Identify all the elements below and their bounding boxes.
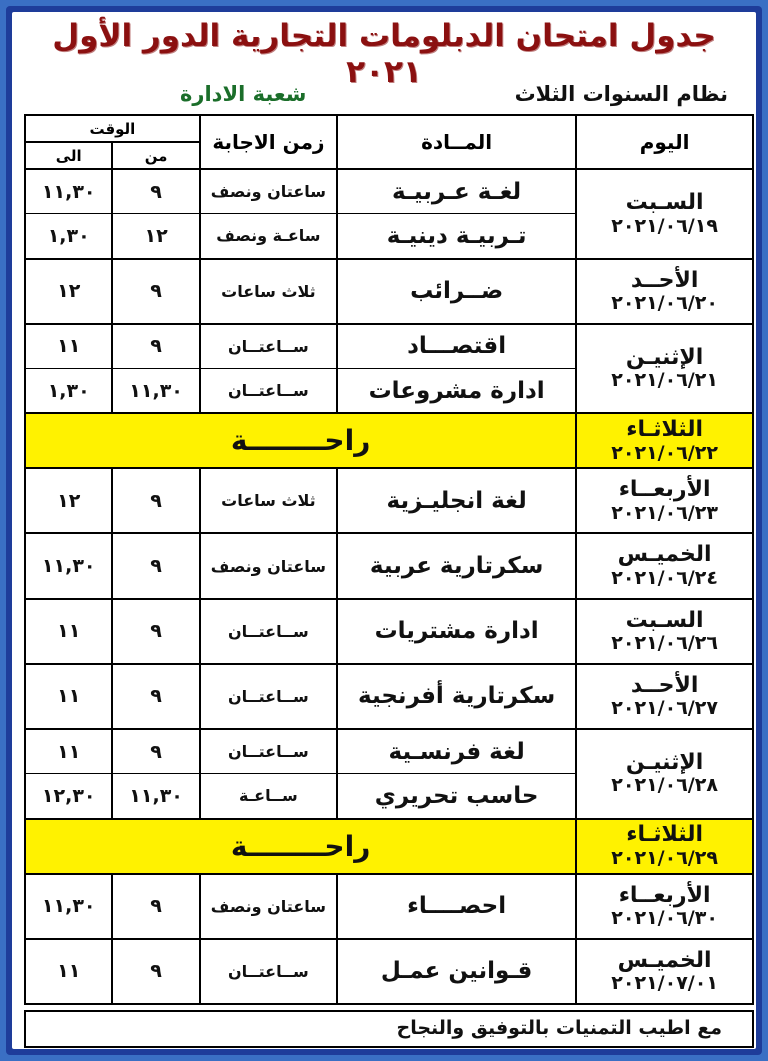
header-subject: المــادة bbox=[337, 115, 576, 169]
day-date: ٢٠٢١/٠٦/١٩ bbox=[611, 214, 718, 237]
to-cell bbox=[25, 169, 112, 214]
time-to: ١,٣٠ bbox=[47, 379, 90, 402]
duration-cell bbox=[200, 664, 337, 729]
duration-text: ســاعتــان bbox=[228, 742, 309, 762]
header-to: الى bbox=[25, 142, 112, 169]
from-cell bbox=[112, 169, 199, 214]
table-row bbox=[25, 169, 753, 214]
day-cell bbox=[576, 169, 753, 259]
day-name: الإثنيـن bbox=[625, 344, 704, 370]
duration-cell bbox=[200, 369, 337, 414]
day-cell bbox=[576, 874, 753, 939]
subject-name: لغة انجليـزية bbox=[386, 487, 527, 514]
time-to: ١١ bbox=[57, 620, 81, 643]
day-name: الأربعــاء bbox=[618, 882, 711, 908]
duration-text: ســاعتــان bbox=[228, 381, 309, 401]
duration-text: ساعتان ونصف bbox=[210, 556, 326, 576]
subject-name: تـربيـة دينيـة bbox=[386, 222, 527, 249]
table-row bbox=[25, 259, 753, 324]
table-row bbox=[25, 874, 753, 939]
to-cell bbox=[25, 259, 112, 324]
time-from: ٩ bbox=[150, 895, 162, 918]
day-date: ٢٠٢١/٠٦/٢٨ bbox=[611, 774, 718, 797]
table-row bbox=[25, 939, 753, 1004]
duration-cell bbox=[200, 533, 337, 598]
schedule-body bbox=[25, 169, 753, 1004]
from-cell bbox=[112, 324, 199, 369]
day-cell bbox=[576, 533, 753, 598]
duration-text: ســاعتــان bbox=[228, 961, 309, 981]
subject-cell bbox=[337, 599, 576, 664]
from-cell bbox=[112, 369, 199, 414]
time-from: ١١,٣٠ bbox=[129, 379, 183, 402]
header-duration: زمن الاجابة bbox=[200, 115, 337, 169]
exam-schedule-table bbox=[24, 114, 754, 1005]
from-cell bbox=[112, 939, 199, 1004]
time-to: ١١ bbox=[57, 960, 81, 983]
subject-name: ادارة مشتريات bbox=[374, 618, 539, 645]
duration-text: ثلاث ساعات bbox=[221, 491, 316, 511]
subject-name: سكرتارية أفرنجية bbox=[358, 683, 556, 710]
day-name: الأحــد bbox=[630, 267, 699, 293]
subject-cell bbox=[337, 259, 576, 324]
day-cell bbox=[576, 819, 753, 874]
time-from: ٩ bbox=[150, 620, 162, 643]
duration-cell bbox=[200, 259, 337, 324]
time-to: ١١,٣٠ bbox=[41, 180, 96, 203]
to-cell bbox=[25, 939, 112, 1004]
day-name: السـبت bbox=[625, 607, 704, 633]
time-from: ٩ bbox=[150, 960, 162, 983]
subject-cell bbox=[337, 468, 576, 533]
time-to: ١٢ bbox=[57, 280, 81, 303]
table-row bbox=[25, 468, 753, 533]
subject-name: ضــرائب bbox=[410, 278, 504, 305]
rest-cell bbox=[25, 413, 576, 468]
system-subtitle: نظام السنوات الثلاث bbox=[514, 82, 728, 106]
time-to: ١١,٣٠ bbox=[41, 895, 96, 918]
day-cell bbox=[576, 939, 753, 1004]
duration-cell bbox=[200, 214, 337, 259]
subject-name: حاسب تحريري bbox=[374, 782, 539, 809]
rest-cell bbox=[25, 819, 576, 874]
day-date: ٢٠٢١/٠٦/٢١ bbox=[611, 369, 718, 392]
time-to: ١١,٣٠ bbox=[41, 555, 96, 578]
rest-label: راحــــــــة bbox=[230, 424, 371, 458]
from-cell bbox=[112, 259, 199, 324]
time-to: ١١ bbox=[57, 335, 81, 358]
from-cell bbox=[112, 664, 199, 729]
day-date: ٢٠٢١/٠٧/٠١ bbox=[611, 972, 718, 995]
time-from: ٩ bbox=[150, 555, 162, 578]
subject-cell bbox=[337, 774, 576, 819]
duration-cell bbox=[200, 468, 337, 533]
subject-name: سكرتارية عربية bbox=[369, 553, 544, 580]
day-cell bbox=[576, 259, 753, 324]
time-from: ١٢ bbox=[144, 224, 168, 247]
day-cell bbox=[576, 729, 753, 819]
subject-name: احصــــاء bbox=[407, 893, 507, 920]
subject-cell bbox=[337, 324, 576, 369]
from-cell bbox=[112, 214, 199, 259]
day-date: ٢٠٢١/٠٦/٢٦ bbox=[611, 631, 718, 654]
day-cell bbox=[576, 468, 753, 533]
day-date: ٢٠٢١/٠٦/٢٠ bbox=[611, 291, 718, 314]
time-from: ٩ bbox=[150, 489, 162, 512]
time-from: ٩ bbox=[150, 280, 162, 303]
table-row bbox=[25, 599, 753, 664]
time-from: ٩ bbox=[150, 740, 162, 763]
footer-wishes: مع اطيب التمنيات بالتوفيق والنجاح bbox=[396, 1017, 722, 1039]
from-cell bbox=[112, 729, 199, 774]
document-title: جدول امتحان الدبلومات التجارية الدور الأول ٢٠٢١ bbox=[52, 18, 716, 90]
day-date: ٢٠٢١/٠٦/٢٣ bbox=[611, 501, 718, 524]
table-row bbox=[25, 664, 753, 729]
time-to: ١٢,٣٠ bbox=[41, 784, 96, 807]
day-name: الإثنيـن bbox=[625, 750, 704, 776]
duration-text: ساعتان ونصف bbox=[210, 182, 326, 202]
day-cell bbox=[576, 599, 753, 664]
from-cell bbox=[112, 533, 199, 598]
header-day: اليوم bbox=[576, 115, 753, 169]
table-row bbox=[25, 324, 753, 369]
day-cell bbox=[576, 413, 753, 468]
day-date: ٢٠٢١/٠٦/٣٠ bbox=[611, 906, 718, 929]
subject-name: قـوانين عمـل bbox=[380, 958, 533, 985]
subject-name: ادارة مشروعات bbox=[368, 377, 545, 404]
rest-label: راحــــــــة bbox=[230, 829, 371, 863]
subject-name: لغـة عـربيـة bbox=[392, 178, 522, 205]
footer-box bbox=[24, 1010, 754, 1048]
duration-text: ســاعـة bbox=[239, 786, 298, 806]
from-cell bbox=[112, 599, 199, 664]
duration-text: ساعتان ونصف bbox=[210, 896, 326, 916]
duration-text: ســاعتــان bbox=[228, 686, 309, 706]
day-name: الأربعــاء bbox=[618, 477, 711, 503]
from-cell bbox=[112, 874, 199, 939]
day-name: الخميـس bbox=[617, 542, 712, 568]
to-cell bbox=[25, 729, 112, 774]
from-cell bbox=[112, 774, 199, 819]
subject-cell bbox=[337, 169, 576, 214]
to-cell bbox=[25, 664, 112, 729]
to-cell bbox=[25, 774, 112, 819]
day-name: الثلاثـاء bbox=[626, 417, 703, 443]
to-cell bbox=[25, 468, 112, 533]
day-date: ٢٠٢١/٠٦/٢٢ bbox=[611, 441, 718, 464]
duration-cell bbox=[200, 729, 337, 774]
time-from: ٩ bbox=[150, 335, 162, 358]
subject-cell bbox=[337, 214, 576, 259]
duration-text: ثلاث ساعات bbox=[221, 281, 316, 301]
duration-text: ساعـة ونصف bbox=[216, 226, 321, 246]
rest-day-row bbox=[25, 819, 753, 874]
day-date: ٢٠٢١/٠٦/٢٤ bbox=[611, 566, 718, 589]
time-from: ٩ bbox=[150, 180, 162, 203]
duration-text: ســاعتــان bbox=[228, 336, 309, 356]
subject-name: لغة فرنسـية bbox=[388, 738, 525, 765]
duration-cell bbox=[200, 324, 337, 369]
time-from: ١١,٣٠ bbox=[129, 784, 183, 807]
day-name: الخميـس bbox=[617, 947, 712, 973]
header-time: الوقت bbox=[25, 115, 200, 142]
table-row bbox=[25, 533, 753, 598]
time-from: ٩ bbox=[150, 685, 162, 708]
department-subtitle: شعبة الادارة bbox=[180, 82, 307, 106]
subject-cell bbox=[337, 664, 576, 729]
duration-cell bbox=[200, 939, 337, 1004]
duration-cell bbox=[200, 599, 337, 664]
day-date: ٢٠٢١/٠٦/٢٩ bbox=[611, 846, 718, 869]
time-to: ١,٣٠ bbox=[47, 224, 90, 247]
day-date: ٢٠٢١/٠٦/٢٧ bbox=[611, 697, 718, 720]
day-cell bbox=[576, 324, 753, 414]
rest-day-row bbox=[25, 413, 753, 468]
document-paper bbox=[12, 12, 756, 1049]
to-cell bbox=[25, 214, 112, 259]
time-to: ١٢ bbox=[57, 489, 81, 512]
day-name: الثلاثـاء bbox=[626, 822, 703, 848]
subject-cell bbox=[337, 874, 576, 939]
header-from: من bbox=[112, 142, 199, 169]
duration-cell bbox=[200, 774, 337, 819]
duration-text: ســاعتــان bbox=[228, 621, 309, 641]
day-cell bbox=[576, 664, 753, 729]
duration-cell bbox=[200, 874, 337, 939]
to-cell bbox=[25, 599, 112, 664]
day-name: الأحــد bbox=[630, 672, 699, 698]
from-cell bbox=[112, 468, 199, 533]
time-to: ١١ bbox=[57, 740, 81, 763]
subject-cell bbox=[337, 729, 576, 774]
time-to: ١١ bbox=[57, 685, 81, 708]
subject-cell bbox=[337, 939, 576, 1004]
to-cell bbox=[25, 533, 112, 598]
subject-cell bbox=[337, 533, 576, 598]
to-cell bbox=[25, 874, 112, 939]
table-row bbox=[25, 729, 753, 774]
to-cell bbox=[25, 324, 112, 369]
subject-cell bbox=[337, 369, 576, 414]
subject-name: اقتصـــاد bbox=[407, 333, 507, 360]
duration-cell bbox=[200, 169, 337, 214]
to-cell bbox=[25, 369, 112, 414]
day-name: السـبت bbox=[625, 190, 704, 216]
